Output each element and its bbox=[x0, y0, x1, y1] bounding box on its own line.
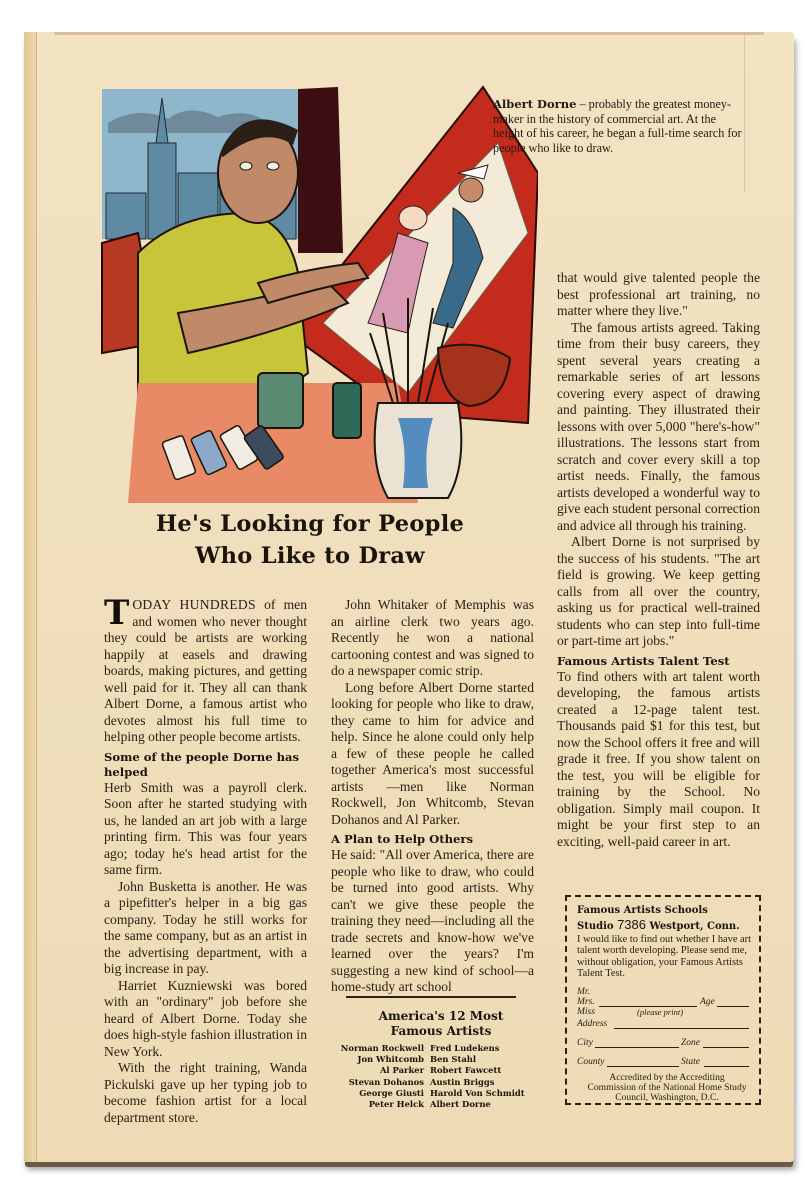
artist-eye-right bbox=[267, 162, 279, 170]
mail-in-coupon[interactable] bbox=[565, 895, 761, 1105]
artist-name: George Giusti bbox=[359, 1087, 424, 1098]
artist-name: Jon Whitcomb bbox=[357, 1054, 424, 1065]
artist-name: Harold Von Schmidt bbox=[430, 1087, 525, 1098]
artist-name: Norman Rockwell bbox=[340, 1043, 424, 1053]
studio-number: 7386 bbox=[617, 917, 646, 932]
illustration-caption bbox=[493, 97, 743, 155]
sketch-woman-head bbox=[399, 206, 427, 230]
paragraph: He said: "All over America, there are people who like to draw, who could be turned into good artists. Why can't we give these people the training they need—including all the trade secrets and know-how we've learned over the years? I'm suggesting a new kind of school—a home-study art school bbox=[331, 847, 534, 994]
paragraph: John Busketta is another. He was a pipefitter's helper in a big gas company. Today he still works for the same company, but as an artist in the advertising department, with a big increase in pay. bbox=[104, 878, 307, 976]
caption-text: – probably the greatest money-maker in the history of commercial art. At the height of his career, he began a full-time search for people who like to draw. bbox=[493, 97, 742, 155]
intro-paragraph bbox=[104, 593, 307, 746]
coupon-school-name: Famous Artists Schools bbox=[577, 905, 708, 916]
illustration-svg bbox=[98, 83, 538, 503]
drop-cap: T bbox=[104, 593, 130, 633]
page-headline bbox=[120, 508, 500, 572]
county-field[interactable] bbox=[607, 1066, 679, 1067]
article-column-3 bbox=[557, 270, 760, 850]
paragraph: Long before Albert Dorne started looking for people who like to draw, they came to him for advice and help. Since he alone could only help a few of these people he called together America's most successful artists —men like Norman Rockwell, Jon Whitcomb, Stevan Dohanos and Al Parker. bbox=[331, 679, 534, 827]
paragraph: Herb Smith was a payroll clerk. Soon after he started studying with us, he landed an art job with a large printing firm. This was four years ago; today he's head artist for the same firm. bbox=[104, 779, 307, 877]
sketch-man-head bbox=[459, 178, 483, 202]
state-field[interactable] bbox=[704, 1066, 749, 1067]
paragraph: that would give talented people the best professional art training, no matter where they live." bbox=[557, 270, 760, 318]
ink-bottle bbox=[333, 383, 361, 438]
coupon-studio-line bbox=[577, 918, 740, 934]
caption-name: Albert Dorne bbox=[493, 97, 577, 111]
divider-rule bbox=[346, 996, 516, 998]
city-field[interactable] bbox=[595, 1047, 679, 1048]
paragraph: John Whitaker of Memphis was an airline clerk two years ago. Recently he won a national cartooning contest and was signed to do a newspaper comic strip. bbox=[331, 597, 534, 678]
please-print-note: (please print) bbox=[637, 1007, 684, 1017]
paint-jar bbox=[258, 373, 303, 428]
famous-artists-title-line-2: Famous Artists bbox=[390, 1024, 492, 1038]
artist-name: Albert Dorne bbox=[430, 1099, 491, 1110]
artist-name: Ben Stahl bbox=[430, 1054, 477, 1065]
curtain bbox=[298, 87, 343, 253]
famous-artists-list bbox=[328, 1043, 548, 1110]
paragraph: Harriet Kuzniewski was bored with an "ordinary" job before she heard of Albert Dorne. Today she does high-style fashion illustration in New York. bbox=[104, 977, 307, 1059]
headline-line-1: He's Looking for People bbox=[155, 511, 465, 537]
accreditation-note: Accredited by the Accrediting Commission of the National Home Study Council, Washington, D.C. bbox=[587, 1072, 747, 1104]
coupon-body-text: I would like to find out whether I have art talent worth developing. Please send me, without obligation, your Famous Artists Talent Test. bbox=[577, 934, 751, 980]
artist-name: Robert Fawcett bbox=[430, 1065, 502, 1076]
subhead-people-helped: Some of the people Dorne has helped bbox=[104, 749, 300, 779]
field-label-zone: Zone bbox=[681, 1038, 700, 1048]
field-label-county: County bbox=[577, 1057, 605, 1067]
paper-crease bbox=[744, 32, 745, 192]
artist-name: Stevan Dohanos bbox=[348, 1076, 424, 1087]
article-column-1 bbox=[104, 593, 307, 1126]
studio-label: Studio bbox=[577, 921, 614, 932]
artist-illustration bbox=[98, 83, 538, 503]
artist-name: Al Parker bbox=[379, 1065, 424, 1076]
famous-artists-title-line-1: America's 12 Most bbox=[378, 1009, 504, 1023]
artist-name: Peter Helck bbox=[368, 1099, 424, 1110]
paragraph: Albert Dorne is not surprised by the success of his students. "The art field is growing. We keep getting calls from all over the country, asking us for practical well-trained students who can step into full-time or part-time art jobs." bbox=[557, 534, 760, 648]
coupon-location: Westport, Conn. bbox=[649, 921, 740, 932]
coupon-header bbox=[577, 904, 740, 934]
headline-line-2: Who Like to Draw bbox=[195, 543, 425, 569]
address-field[interactable] bbox=[614, 1028, 749, 1029]
zone-field[interactable] bbox=[703, 1047, 749, 1048]
intro-text: of men and women who never thought they could be artists are working happily at easels and drawing boards, making pictures, and getting well paid for it. They all can thank Albert Dorne, a famous artist who devotes almost his full time to helping other people become artists. bbox=[104, 597, 307, 744]
field-label-address: Address bbox=[577, 1019, 608, 1029]
paragraph: With the right training, Wanda Pickulski gave up her typing job to become fashion artist for a local department store. bbox=[104, 1060, 307, 1125]
age-field[interactable] bbox=[717, 1006, 749, 1007]
field-label-mr: Mr. bbox=[577, 987, 590, 997]
artist-eye-left bbox=[240, 162, 252, 170]
lead-in: ODAY HUNDREDS bbox=[132, 597, 256, 612]
field-label-city: City bbox=[577, 1038, 593, 1048]
subhead-plan: A Plan to Help Others bbox=[331, 832, 474, 846]
artist-name: Fred Ludekens bbox=[430, 1043, 500, 1053]
article-column-2 bbox=[331, 597, 534, 996]
famous-artists-title bbox=[331, 1009, 551, 1039]
field-label-age: Age bbox=[700, 997, 715, 1007]
paragraph: To find others with art talent worth developing, the famous artists created a 12-page talent test. Thousands paid $1 for this test, but now the School offers it free and will grade it free. If you show talent on the test, you will be eligible for training by the School. No obligation. Simply mail coupon. It might be your first step to an exciting, well-paid career in art. bbox=[557, 668, 760, 849]
artist-name: Austin Briggs bbox=[430, 1076, 495, 1087]
paragraph: The famous artists agreed. Taking time from their busy careers, they spent several years creating a remarkable series of art lessons covering every aspect of drawing and painting. They illustrated their lessons with over 5,000 "here's-how" illustrations. The lessons start from scratch and cover every skill a top artist needs. Finally, the famous artists developed a wonderful way to give each student personal correction and advice all through his training. bbox=[557, 319, 760, 533]
subhead-talent-test: Famous Artists Talent Test bbox=[557, 653, 730, 668]
field-label-state: State bbox=[681, 1057, 700, 1067]
field-label-miss: Miss bbox=[577, 1007, 595, 1017]
field-label-mrs: Mrs. bbox=[577, 997, 595, 1007]
